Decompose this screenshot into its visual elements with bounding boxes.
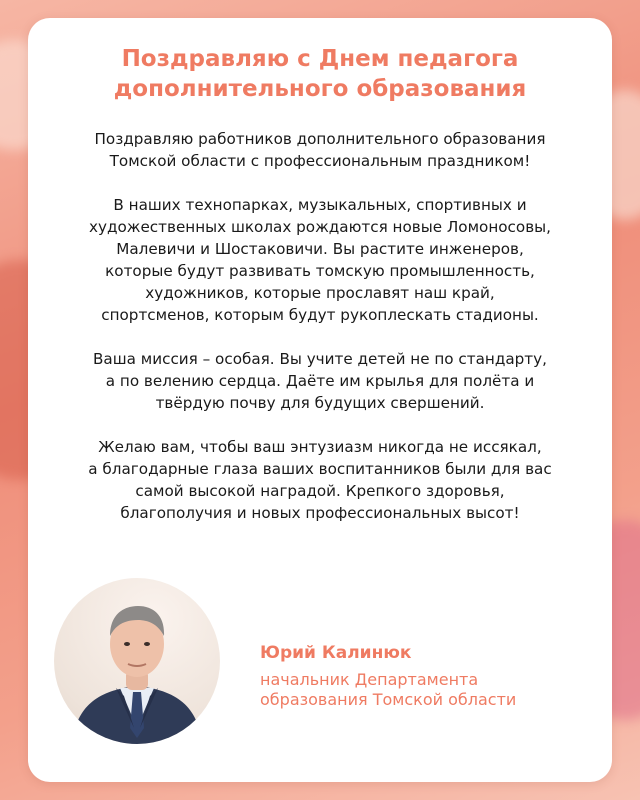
portrait-illustration	[54, 578, 220, 744]
greeting-body	[62, 128, 578, 546]
paragraph-line: спортсменов, которым будут рукоплескать стадионы.	[101, 306, 539, 324]
paragraph-4	[62, 436, 578, 524]
title-line-1: Поздравляю с Днем педагога	[121, 46, 519, 72]
author-position	[260, 670, 600, 710]
paragraph-line: Томской области с профессиональным праздником!	[109, 152, 531, 170]
paragraph-line: В наших технопарках, музыкальных, спортивных и	[113, 196, 527, 214]
signature-block	[260, 642, 600, 710]
paragraph-line: Ваша миссия – особая. Вы учите детей не по стандарту,	[93, 350, 547, 368]
paragraph-1	[62, 128, 578, 172]
title-line-2: дополнительного образования	[113, 76, 527, 102]
paragraph-line: художников, которые прославят наш край,	[145, 284, 495, 302]
paragraph-line: которые будут развивать томскую промышленность,	[105, 262, 535, 280]
author-position-line-2: образования Томской области	[260, 690, 517, 709]
paragraph-line: самой высокой наградой. Крепкого здоровья,	[135, 482, 505, 500]
paragraph-line: твёрдую почву для будущих свершений.	[155, 394, 485, 412]
greeting-card	[28, 18, 612, 782]
author-name: Юрий Калинюк	[260, 643, 412, 663]
card-title	[28, 44, 612, 104]
paragraph-line: а благодарные глаза ваших воспитанников были для вас	[88, 460, 552, 478]
paragraph-line: благополучия и новых профессиональных высот!	[120, 504, 520, 522]
paragraph-line: художественных школах рождаются новые Ломоносовы,	[89, 218, 551, 236]
author-position-line-1: начальник Департамента	[260, 670, 479, 689]
paragraph-line: а по велению сердца. Даёте им крылья для полёта и	[105, 372, 535, 390]
author-portrait-photo	[54, 578, 220, 744]
paragraph-2	[62, 194, 578, 326]
paragraph-line: Поздравляю работников дополнительного образования	[94, 130, 546, 148]
paragraph-3	[62, 348, 578, 414]
paragraph-line: Малевичи и Шостаковичи. Вы растите инженеров,	[116, 240, 524, 258]
paragraph-line: Желаю вам, чтобы ваш энтузиазм никогда не иссякал,	[98, 438, 542, 456]
